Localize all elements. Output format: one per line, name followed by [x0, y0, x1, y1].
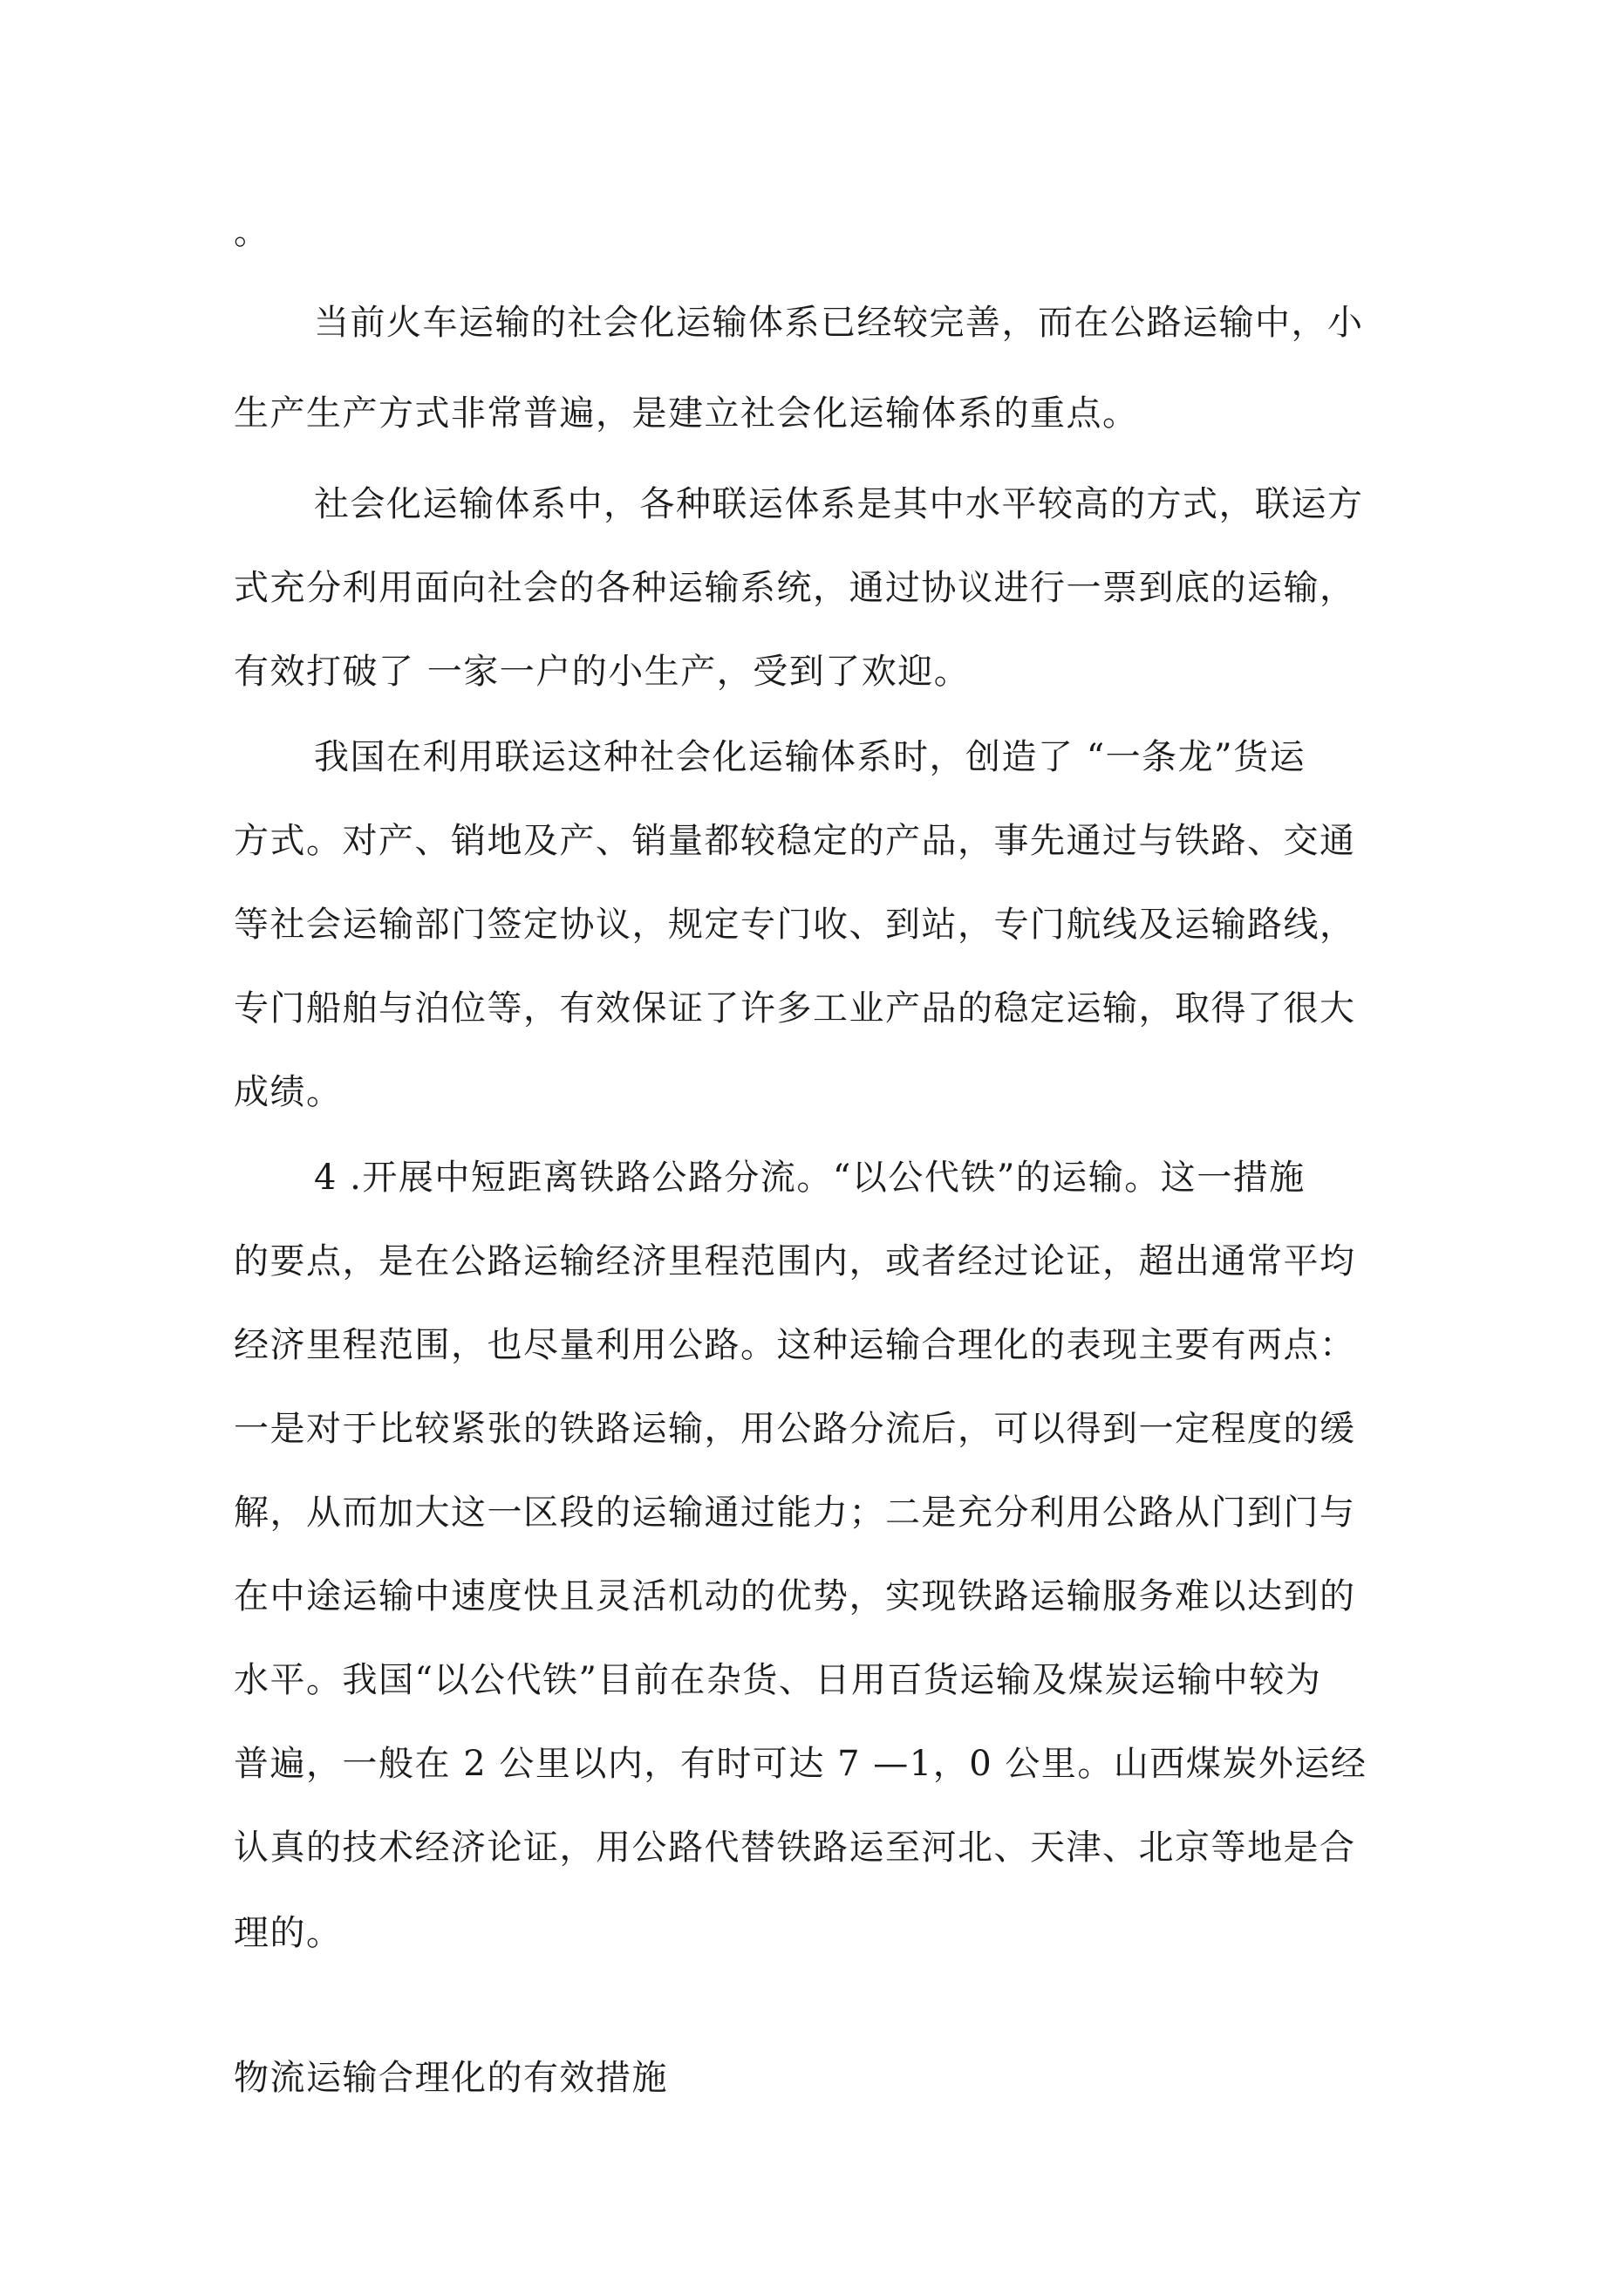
paragraph-4-line-9: 认真的技术经济论证，用公路代替铁路运至河北、天津、北京等地是合: [234, 1828, 1356, 1868]
paragraph-4-line-7: 水平。我国“以公代铁”目前在杂货、日用百货运输及煤炭运输中较为: [234, 1660, 1322, 1700]
paragraph-2-line-1: 社会化运输体系中，各种联运体系是其中水平较高的方式，联运方: [314, 484, 1364, 524]
paragraph-1-line-2: 生产生产方式非常普遍，是建立社会化运输体系的重点。: [234, 393, 1139, 434]
paragraph-4-line-4: 一是对于比较紧张的铁路运输，用公路分流后，可以得到一定程度的缓: [234, 1409, 1356, 1449]
paragraph-2-line-2: 式充分利用面向社会的各种运输系统，通过协议进行一票到底的运输，: [234, 568, 1356, 608]
paragraph-4-line-3: 经济里程范围，也尽量利用公路。这种运输合理化的表现主要有两点：: [234, 1325, 1356, 1365]
paragraph-4-line-6: 在中途运输中速度快且灵活机动的优势，实现铁路运输服务难以达到的: [234, 1576, 1356, 1616]
text-line-1: 。: [234, 212, 270, 252]
section-heading: 物流运输合理化的有效措施: [234, 2058, 668, 2098]
paragraph-4-line-10: 理的。: [234, 1913, 343, 1953]
paragraph-3-line-3: 等社会运输部门签定协议，规定专门收、到站，专门航线及运输路线，: [234, 905, 1356, 945]
paragraph-3-line-2: 方式。对产、销地及产、销量都较稳定的产品，事先通过与铁路、交通: [234, 821, 1356, 861]
paragraph-4-line-1: 4 .开展中短距离铁路公路分流。“以公代铁”的运输。这一措施: [314, 1158, 1306, 1198]
paragraph-1-line-1: 当前火车运输的社会化运输体系已经较完善，而在公路运输中，小: [314, 303, 1364, 343]
paragraph-4-line-2: 的要点，是在公路运输经济里程范围内，或者经过论证，超出通常平均: [234, 1241, 1356, 1281]
paragraph-3-line-5: 成绩。: [234, 1072, 343, 1112]
paragraph-2-line-3: 有效打破了 一家一户的小生产，受到了欢迎。: [234, 652, 971, 692]
paragraph-4-line-5: 解，从而加大这一区段的运输通过能力；二是充分利用公路从门到门与: [234, 1493, 1356, 1533]
paragraph-3-line-1: 我国在利用联运这种社会化运输体系时，创造了 “一条龙”货运: [314, 737, 1306, 777]
paragraph-3-line-4: 专门船舶与泊位等，有效保证了许多工业产品的稳定运输，取得了很大: [234, 988, 1356, 1028]
paragraph-4-line-8: 普遍，一般在 2 公里以内，有时可达 7 —1，0 公里。山西煤炭外运经: [234, 1744, 1367, 1784]
